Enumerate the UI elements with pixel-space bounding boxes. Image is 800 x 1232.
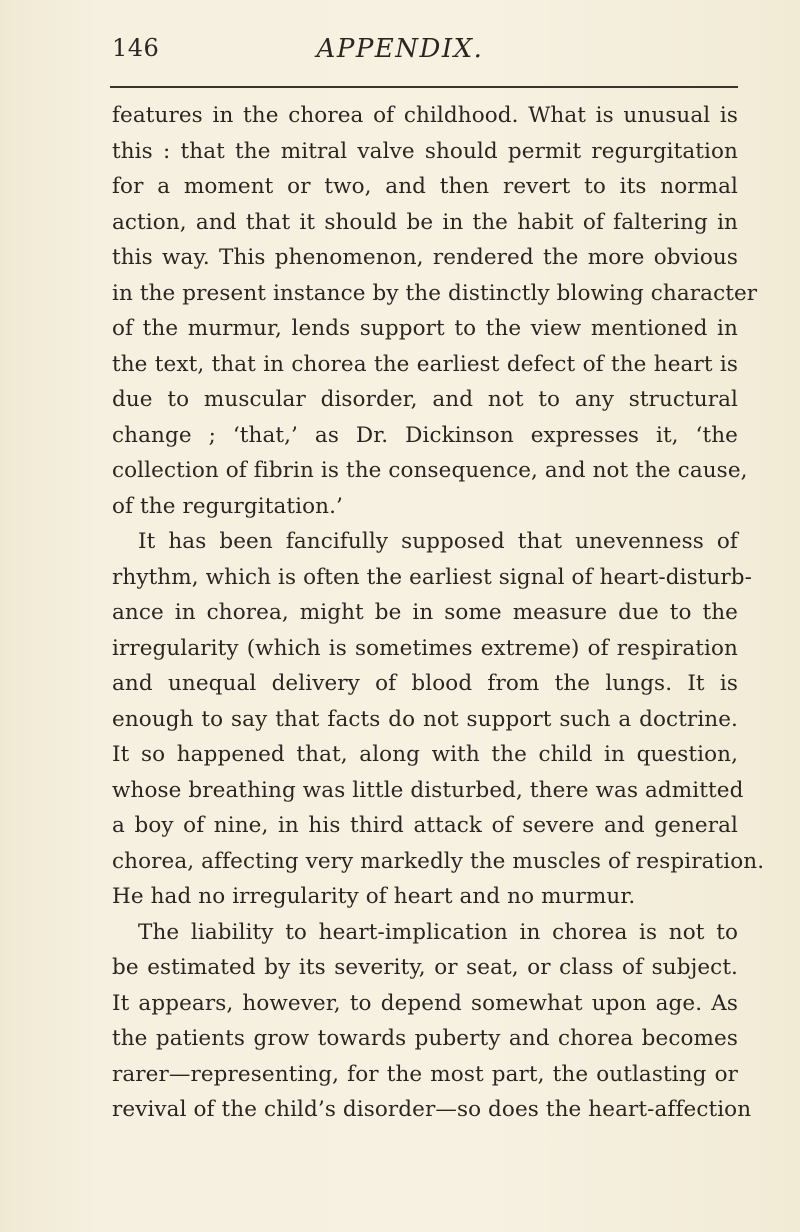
page-number: 146 [112,34,160,62]
text-line: and unequal delivery of blood from the lungs. It is [112,671,738,696]
text-line: It so happened that, along with the child in question, [112,742,738,767]
text-line: the patients grow towards puberty and chorea becomes [112,1026,738,1051]
text-line: whose breathing was little disturbed, there was admitted [112,777,744,803]
text-line: rarer—representing, for the most part, the outlasting or [112,1061,738,1087]
text-line: this : that the mitral valve should permit regurgitation [112,138,738,164]
text-line: It appears, however, to depend somewhat upon age. As [112,990,738,1016]
header-rule [110,86,738,88]
text-line: chorea, affecting very markedly the muscles of respiration. [112,848,765,874]
running-title: APPENDIX. [316,34,484,64]
text-line: collection of fibrin is the consequence, and not the cause, [112,458,748,483]
text-line: due to muscular disorder, and not to any structural [112,387,738,412]
text-line: The liability to heart-implication in chorea is not to [138,919,738,945]
text-line: It has been fancifully supposed that unevenness of [138,529,738,554]
text-line: this way. This phenomenon, rendered the more obvious [112,245,738,270]
text-line: He had no irregularity of heart and no murmur. [112,884,636,909]
page-header [0,34,800,78]
body-text [112,98,765,1128]
text-line: the text, that in chorea the earliest defect of the heart is [112,351,738,377]
text-line: be estimated by its severity, or seat, or class of subject. [112,955,738,980]
text-line: enough to say that facts do not support such a doctrine. [112,706,738,732]
text-line: rhythm, which is often the earliest signal of heart-disturb- [112,564,753,590]
text-line: features in the chorea of childhood. What is unusual is [112,103,738,128]
text-line: of the regurgitation.’ [112,493,343,519]
text-line: ance in chorea, might be in some measure due to the [112,600,738,625]
text-line: irregularity (which is sometimes extreme) of respiration [112,635,738,661]
text-line: change ; ‘that,’ as Dr. Dickinson expresses it, ‘the [112,422,738,448]
text-line: a boy of nine, in his third attack of severe and general [112,813,738,838]
text-line: in the present instance by the distinctly blowing character [112,280,758,306]
text-line: revival of the child’s disorder—so does the heart-affection [112,1097,752,1122]
text-line: for a moment or two, and then revert to its normal [112,174,738,199]
text-line: action, and that it should be in the habit of faltering in [112,209,738,235]
text-line: of the murmur, lends support to the view mentioned in [112,316,738,341]
